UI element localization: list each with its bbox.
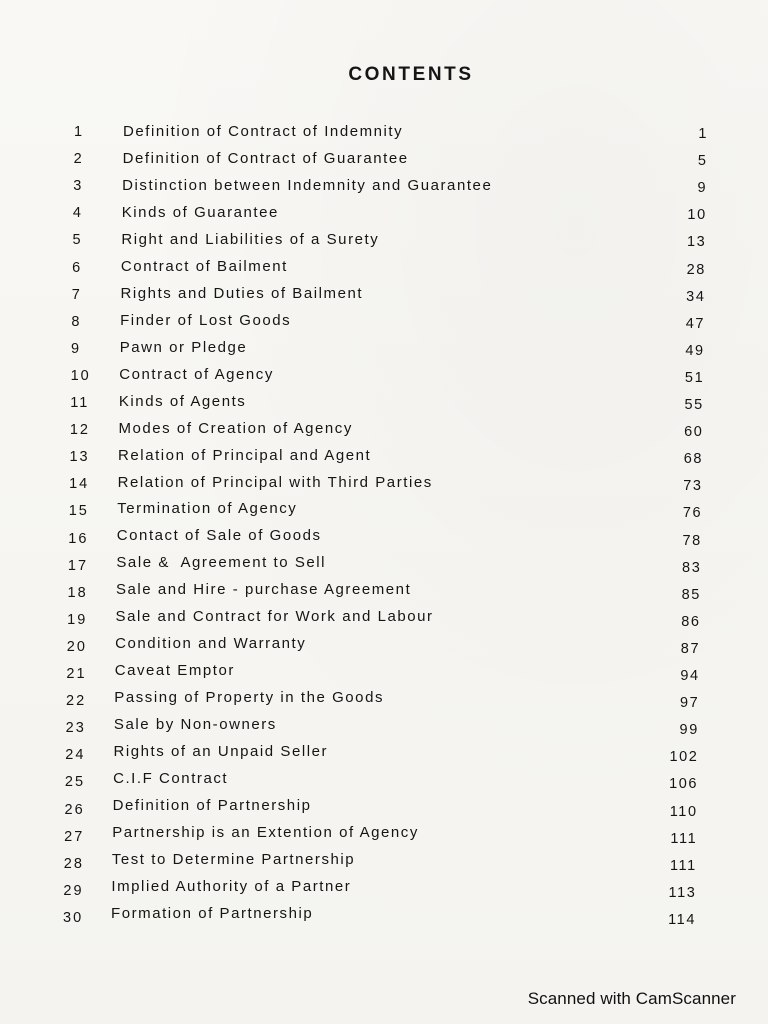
entry-number: 5: [72, 232, 83, 249]
entry-page-number: 86: [681, 613, 701, 630]
entry-number: 8: [71, 313, 82, 330]
entry-page-number: 5: [697, 153, 708, 170]
toc-entry: [0, 473, 768, 495]
entry-number: 13: [69, 449, 90, 466]
entry-number: 7: [71, 286, 82, 303]
entry-page-number: 113: [668, 884, 697, 901]
toc-entry: [0, 528, 768, 550]
toc-entry: [0, 904, 768, 929]
entry-number: 24: [65, 747, 86, 764]
entry-title: Definition of Partnership: [112, 797, 312, 815]
entry-title: Definition of Contract of Indemnity: [123, 123, 404, 140]
entry-title: Rights of an Unpaid Seller: [113, 743, 329, 761]
entry-title: Contract of Agency: [119, 365, 274, 383]
entry-page-number: 106: [669, 776, 699, 793]
entry-title: Distinction between Indemnity and Guarantee: [122, 176, 493, 194]
entry-page-number: 47: [685, 315, 706, 332]
toc-entry: [0, 690, 768, 712]
entry-page-number: 28: [686, 261, 706, 278]
entry-title: Modes of Creation of Agency: [118, 419, 353, 437]
toc-entry: [0, 717, 768, 739]
entry-number: 22: [66, 693, 87, 710]
toc-entry: [0, 663, 768, 685]
entry-page-number: 111: [670, 830, 698, 847]
toc-entry: [0, 877, 768, 902]
entry-number: 19: [67, 611, 88, 628]
entry-page-number: 99: [679, 722, 699, 739]
entry-number: 26: [64, 801, 85, 818]
toc-entry: [0, 338, 768, 360]
entry-page-number: 9: [697, 180, 708, 197]
entry-page-number: 68: [683, 451, 704, 468]
toc-entry: [0, 555, 768, 577]
entry-page-number: 34: [686, 288, 706, 305]
toc-entry: [0, 121, 768, 143]
entry-title: Relation of Principal with Third Parties: [117, 473, 433, 491]
entry-number: 29: [63, 882, 84, 899]
entry-page-number: 60: [684, 424, 704, 441]
entry-page-number: 94: [680, 668, 700, 684]
entry-number: 17: [67, 557, 89, 574]
entry-page-number: 97: [679, 695, 700, 712]
entry-title: Right and Liabilities of a Surety: [121, 230, 380, 248]
entry-title: Finder of Lost Goods: [120, 311, 292, 329]
entry-title: Partnership is an Extention of Agency: [112, 824, 419, 842]
entry-title: Sale and Hire - purchase Agreement: [115, 581, 412, 599]
entry-page-number: 76: [682, 505, 703, 522]
entry-number: 9: [70, 340, 82, 357]
toc-entry: [0, 771, 768, 793]
entry-page-number: 110: [669, 803, 698, 820]
toc-entry: [0, 582, 768, 604]
toc-entry: [0, 636, 768, 658]
entry-page-number: 51: [684, 369, 705, 386]
page-title: CONTENTS: [348, 64, 474, 85]
entry-title: Kinds of Agents: [118, 392, 247, 410]
entry-page-number: 111: [669, 857, 697, 874]
entry-title: Test to Determine Partnership: [111, 850, 356, 868]
toc-entry: [0, 446, 768, 468]
entry-number: 11: [70, 395, 90, 411]
toc-entry: [0, 799, 768, 821]
entry-title: Sale & Agreement to Sell: [116, 554, 327, 572]
scanner-watermark: Scanned with CamScanner: [527, 989, 736, 1008]
toc-entry: [0, 257, 768, 279]
entry-number: 18: [67, 584, 88, 601]
entry-page-number: 1: [698, 126, 708, 142]
entry-page-number: 114: [668, 911, 696, 928]
toc-entry: [0, 609, 768, 631]
entry-page-number: 85: [681, 586, 701, 603]
toc-entry: [0, 311, 768, 333]
entry-number: 28: [63, 855, 84, 872]
entry-number: 12: [69, 422, 90, 439]
entry-title: Definition of Contract of Guarantee: [122, 149, 409, 167]
toc-entry: [0, 229, 768, 251]
entry-page-number: 55: [684, 397, 704, 413]
toc-entry: [0, 850, 768, 875]
entry-number: 16: [68, 530, 89, 547]
entry-title: C.I.F Contract: [113, 770, 229, 788]
entry-number: 27: [64, 828, 85, 845]
entry-page-number: 73: [683, 478, 703, 495]
toc-entry: [0, 175, 768, 197]
entry-page-number: 78: [682, 532, 702, 549]
entry-number: 1: [74, 124, 85, 140]
entry-number: 10: [70, 367, 91, 384]
entry-title: Contact of Sale of Goods: [116, 527, 322, 545]
entry-title: Pawn or Pledge: [119, 338, 248, 356]
entry-page-number: 87: [680, 640, 701, 657]
entry-number: 23: [65, 720, 86, 737]
entry-title: Caveat Emptor: [114, 662, 235, 680]
entry-number: 15: [68, 503, 89, 520]
toc-entry: [0, 365, 768, 387]
toc-entry: [0, 392, 768, 414]
entry-title: Kinds of Guarantee: [121, 203, 279, 221]
entry-page-number: 13: [687, 234, 707, 251]
entry-page-number: 49: [685, 342, 705, 359]
entry-number: 30: [63, 909, 84, 926]
entry-number: 2: [73, 151, 84, 168]
entry-number: 14: [69, 476, 90, 493]
entry-title: Sale by Non-owners: [113, 716, 277, 734]
entry-title: Implied Authority of a Partner: [111, 877, 352, 895]
entry-number: 20: [66, 638, 87, 655]
toc-entry: [0, 148, 768, 170]
entry-number: 3: [73, 178, 84, 195]
entry-number: 4: [72, 205, 83, 222]
entry-number: 21: [66, 666, 87, 682]
entry-title: Condition and Warranty: [115, 635, 307, 653]
toc-entry: [0, 744, 768, 766]
entry-page-number: 10: [687, 207, 707, 224]
entry-title: Relation of Principal and Agent: [118, 446, 372, 464]
toc-entry: [0, 500, 768, 522]
entry-page-number: 83: [682, 559, 702, 576]
entry-number: 6: [72, 259, 83, 276]
entry-title: Contract of Bailment: [120, 257, 288, 275]
toc-entry: [0, 202, 768, 224]
entry-title: Termination of Agency: [117, 500, 298, 518]
entry-page-number: 102: [669, 749, 699, 766]
toc-entry: [0, 284, 768, 306]
entry-title: Sale and Contract for Work and Labour: [115, 608, 434, 626]
entry-title: Rights and Duties of Bailment: [120, 284, 364, 302]
entry-title: Passing of Property in the Goods: [114, 689, 385, 707]
toc-entry: [0, 826, 768, 848]
toc-entry: [0, 419, 768, 441]
entry-title: Formation of Partnership: [111, 904, 314, 922]
entry-number: 25: [64, 774, 86, 791]
